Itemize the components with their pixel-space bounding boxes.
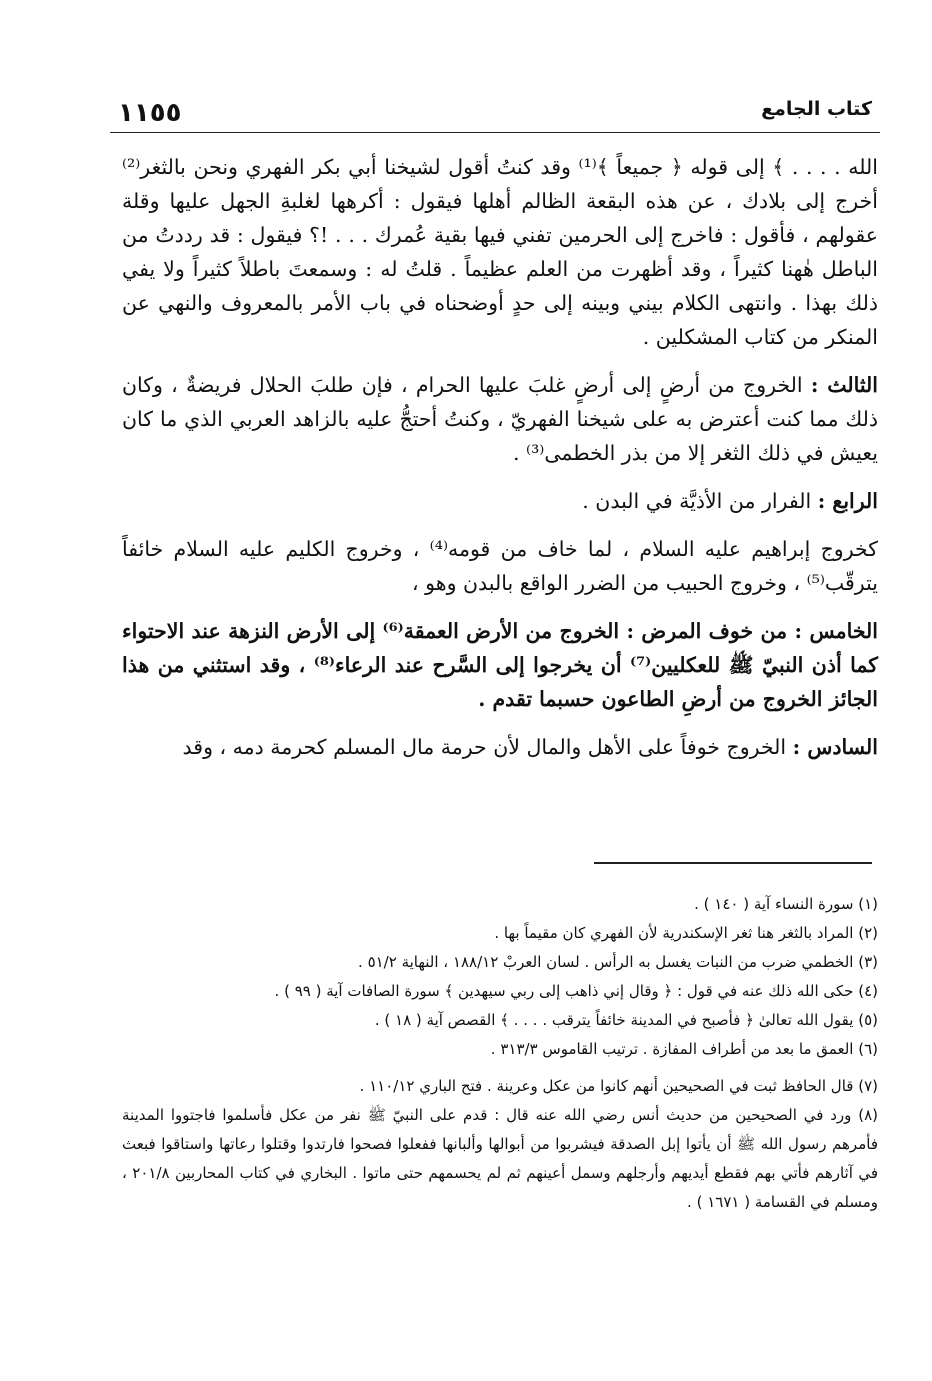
page-header — [110, 92, 880, 133]
footnote-3: (٣) الخطمي ضرب من النبات يغسل به الرأس . لسان العربْ ١٨٨/١٢ ، النهاية ٥١/٢ . — [358, 953, 878, 971]
paragraph-4: كخروج إبراهيم عليه السلام ، لما خاف من قومه⁽⁴⁾ ، وخروج الكليم عليه السلام خائفاً يترقّب⁽⁵⁾ ، وخروج الحبيب من الضرر الواقع بالبدن وهو ، — [122, 537, 879, 595]
paragraph-fifth-text: من خوف المرض : الخروج من الأرض العمقة⁽⁶⁾ إلى الأرض النزهة عند الاحتواء كما أذن النبيّ ﷺ للعكليين⁽⁷⁾ أن يخرجوا إلى السَّرح عند الرعاء⁽⁸⁾ ، وقد استثني من هذا الجائز الخروج من أرضِ الطاعون حسبما تقدم . — [122, 619, 879, 711]
footnote-gap — [122, 1064, 878, 1072]
main-text — [122, 150, 878, 778]
paragraph-fourth-text: الفرار من الأذيَّة في البدن . — [582, 489, 812, 513]
footnote-8: (٨) ورد في الصحيحين من حديث أنس رضي الله عنه قال : قدم على النبيّ ﷺ نفر من عكل فأسلموا فاجتووا المدينة فأمرهم رسول الله ﷺ أن يأتوا إبل الصدقة فيشربوا من أبوالها وألبانها ففعلوا فصحوا فارتدوا وقتلوا رعاتها واستاقوا فبعث في آثارهم فأتي بهم فقطع أيديهم وأرجلهم وسمل أعينهم ثم لم يحسمهم حتى ماتوا . البخاري في كتاب المحاربين ٢٠١/٨ ، ومسلم في القسامة ( ١٦٧١ ) . — [122, 1106, 878, 1211]
paragraph-sixth-text: الخروج خوفاً على الأهل والمال لأن حرمة مال المسلم كحرمة دمه ، وقد — [182, 735, 787, 759]
page-number: ١١٥٥ — [118, 98, 182, 128]
footnote-5: (٥) يقول الله تعالىٰ ﴿ فأصبح في المدينة خائفاً يترقب . . . . ﴾ القصص آية ( ١٨ ) . — [374, 1011, 878, 1029]
paragraph-fourth — [122, 484, 878, 518]
heading-sixth: السادس : — [792, 735, 878, 759]
footnote-7: (٧) قال الحافظ ثبت في الصحيحين أنهم كانوا من عكل وعرينة . فتح الباري ١١٠/١٢ . — [359, 1077, 878, 1095]
paragraph-1: الله . . . . ﴾ إلى قوله ﴿ جميعاً ﴾⁽¹⁾ وقد كنتُ أقول لشيخنا أبي بكر الفهري ونحن بالثغر⁽²⁾ أخرج إلى بلادك ، عن هذه البقعة الظالم أهلها فيقول : أكرهها لغلبةِ الجهل عليها وقلة عقولهم ، فأقول : فاخرج إلى الحرمين تفني فيها بقية عُمرك . . . !؟ فيقول : قد رددتُ من الباطل هٰهنا كثيراً ، وقد أظهرت من العلم عظيماً . قلتُ له : وسمعتَ باطلاً كثيراً ولا يفي ذلك بهذا . وانتهى الكلام بيني وبينه إلى حدٍ أوضحناه في باب الأمر بالمعروف والنهي عن المنكر من كتاب المشكلين . — [122, 155, 878, 349]
heading-fourth: الرابع : — [817, 489, 878, 513]
footnote-4: (٤) حكى الله ذلك عنه في قول : ﴿ وقال إني ذاهب إلى ربي سيهدين ﴾ سورة الصافات آية ( ٩٩ ) . — [274, 982, 878, 1000]
heading-third: الثالث : — [810, 373, 878, 397]
paragraph-third-text: الخروج من أرضٍ إلى أرضٍ غلبَ عليها الحرام ، فإن طلبَ الحلال فريضةٌ ، وكان ذلك مما كنت أعترض به على شيخنا الفهريّ ، وكنتُ أحتجُّ عليه بالزاهد العربي الذي ما كان يعيش في ذلك الثغر إلا من بذر الخطمى⁽³⁾ . — [122, 373, 878, 465]
paragraph-fifth — [122, 614, 878, 716]
footnotes — [122, 890, 878, 1217]
paragraph-sixth — [122, 730, 878, 764]
footnote-2: (٢) المراد بالثغر هنا ثغر الإسكندرية لأن الفهري كان مقيماً بها . — [494, 924, 878, 942]
heading-fifth: الخامس : — [794, 619, 879, 643]
footnote-separator — [594, 862, 872, 864]
paragraph-third — [122, 368, 878, 470]
footnote-1: (١) سورة النساء آية ( ١٤٠ ) . — [694, 895, 878, 913]
footnote-6: (٦) العمق ما بعد من أطراف المفازة . ترتيب القاموس ٣١٣/٣ . — [490, 1040, 878, 1058]
running-title: كتاب الجامع — [761, 98, 872, 120]
